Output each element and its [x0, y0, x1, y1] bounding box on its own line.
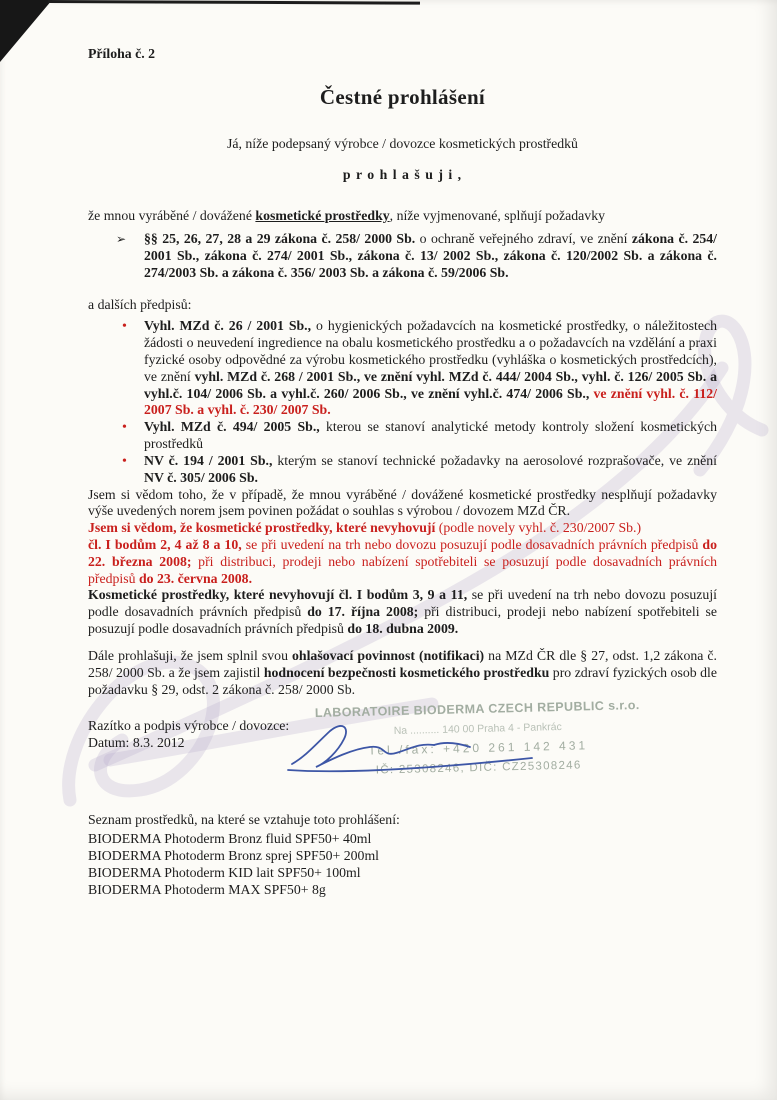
product-item: BIODERMA Photoderm MAX SPF50+ 8g: [88, 881, 326, 897]
handwritten-signature: [284, 718, 540, 784]
signature-block: [88, 698, 717, 806]
red-notice-paragraph-2: čl. I bodům 2, 4 až 8 a 10, se při uvedení na trh nebo dovozu posuzují podle dosavadních právních předpisů do 22. března 2008; při distribuci, prodeji nebo nabízení spotřebiteli se posuzují podle dosavadních právních předpisů do 23. června 2008.: [88, 537, 717, 586]
declaration-word: p r o h l a š u j i ,: [342, 167, 463, 183]
stamp-address-line: Na .......... 140 00 Praha 4 - Pankrác: [393, 721, 562, 738]
dot-bullet-icon: •: [122, 420, 127, 436]
stamp-company-name: LABORATOIRE BIODERMA CZECH REPUBLIC s.r.o.: [314, 698, 640, 721]
regulation-item-1: [88, 318, 717, 419]
awareness-paragraph: Jsem si vědom toho, že v případě, že mnou vyráběné / dovážené kosmetické prostředky nesplňují požadavky výše uvedených norem jsem povinen požádat o souhlas s výrobou / dovozem MZd ČR.: [88, 486, 717, 519]
products-intro-paragraph: že mnou vyráběné / dovážené kosmetické prostředky, níže vyjmenované, splňují požadavky: [88, 208, 605, 224]
law-bullet-text: §§ 25, 26, 27, 28 a 29 zákona č. 258/ 2000 Sb. o ochraně veřejného zdraví, ve znění zákona č. 254/ 2001 Sb., zákona č. 274/ 2001 Sb., zákona č. 13/ 2002 Sb., zákona č. 120/2002 Sb. a zákona č. 274/2003 Sb. a zákona č. 356/ 2003 Sb. a zákona č. 59/2006 Sb.: [144, 230, 717, 280]
stamp-registration-ids: IČ: 25308246, DIČ: CZ25308246: [375, 759, 582, 777]
red-notice-paragraph-1: Jsem si vědom, že kosmetické prostředky, které nevyhovují (podle novely vyhl. č. 230/2007 Sb.): [88, 520, 642, 536]
regulation-item-1-text: Vyhl. MZd č. 26 / 2001 Sb., o hygienických požadavcích na kosmetické prostředky, o náležitostech žádosti o neuvedení ingredience na obalu kosmetického prostředku a o požadavcích na vzdělání a praxi fyzické osoby odpovědné za výrobu kosmetického prostředku (vyhláška o kosmetických prostředcích), ve znění vyhl. MZd č. 268 / 2001 Sb., ve znění vyhl. MZd č. 444/ 2004 Sb., vyhl. č. 126/ 2005 Sb. a vyhl.č. 104/ 2006 Sb. a vyhl.č. 260/ 2006 Sb., ve znění vyhl.č. 474/ 2006 Sb., ve znění vyhl. č. 112/ 2007 Sb. a vyhl. č. 230/ 2007 Sb.: [144, 318, 718, 418]
document-title: Čestné prohlášení: [319, 84, 486, 109]
law-bullet-item: [88, 231, 717, 281]
stamp-signature-label: Razítko a podpis výrobce / dovozce:: [88, 718, 290, 734]
date-line: Datum: 8.3. 2012: [88, 735, 185, 751]
deadline-paragraph: Kosmetické prostředky, které nevyhovují čl. I bodům 3, 9 a 11, se při uvedení na trh nebo dovozu posuzují podle dosavadních právních předpisů do 17. října 2008; při distribuci, prodeji nebo nabízení spotřebiteli se posuzují podle dosavadních právních předpisů do 18. dubna 2009.: [88, 587, 718, 637]
product-item: BIODERMA Photoderm Bronz sprej SPF50+ 200ml: [88, 848, 380, 864]
regulation-item-2: [88, 419, 717, 453]
dot-bullet-icon: •: [122, 319, 127, 335]
product-list-heading: Seznam prostředků, na které se vztahuje toto prohlášení:: [88, 812, 400, 828]
notification-paragraph: Dále prohlašuji, že jsem splnil svou ohlašovací povinnost (notifikaci) na MZd ČR dle § 27, odst. 1,2 zákona č. 258/ 2000 Sb. a že jsem zajistil hodnocení bezpečnosti kosmetického prostředku pro zdraví fyzických osob dle požadavku § 29, odst. 2 zákona č. 258/ 2000 Sb.: [88, 647, 717, 697]
stamp-phone-line: Tel./fax: +420 261 142 431: [368, 738, 589, 759]
arrow-bullet-icon: ➢: [116, 231, 127, 246]
product-item: BIODERMA Photoderm KID lait SPF50+ 100ml: [88, 864, 361, 880]
attachment-label: Příloha č. 2: [88, 46, 156, 61]
regulations-label: a dalších předpisů:: [88, 297, 192, 313]
product-item: BIODERMA Photoderm Bronz fluid SPF50+ 40ml: [88, 831, 372, 847]
intro-line: Já, níže podepsaný výrobce / dovozce kosmetických prostředků: [227, 136, 578, 152]
regulation-item-3-text: NV č. 194 / 2001 Sb., kterým se stanoví technické požadavky na aerosolové rozprašovače, ve znění NV č. 305/ 2006 Sb.: [144, 452, 717, 485]
regulation-item-2-text: Vyhl. MZd č. 494/ 2005 Sb., kterou se stanoví analytické metody kontroly složení kosmetických prostředků: [144, 419, 717, 452]
dot-bullet-icon: •: [122, 453, 127, 469]
regulation-item-3: [88, 453, 717, 487]
